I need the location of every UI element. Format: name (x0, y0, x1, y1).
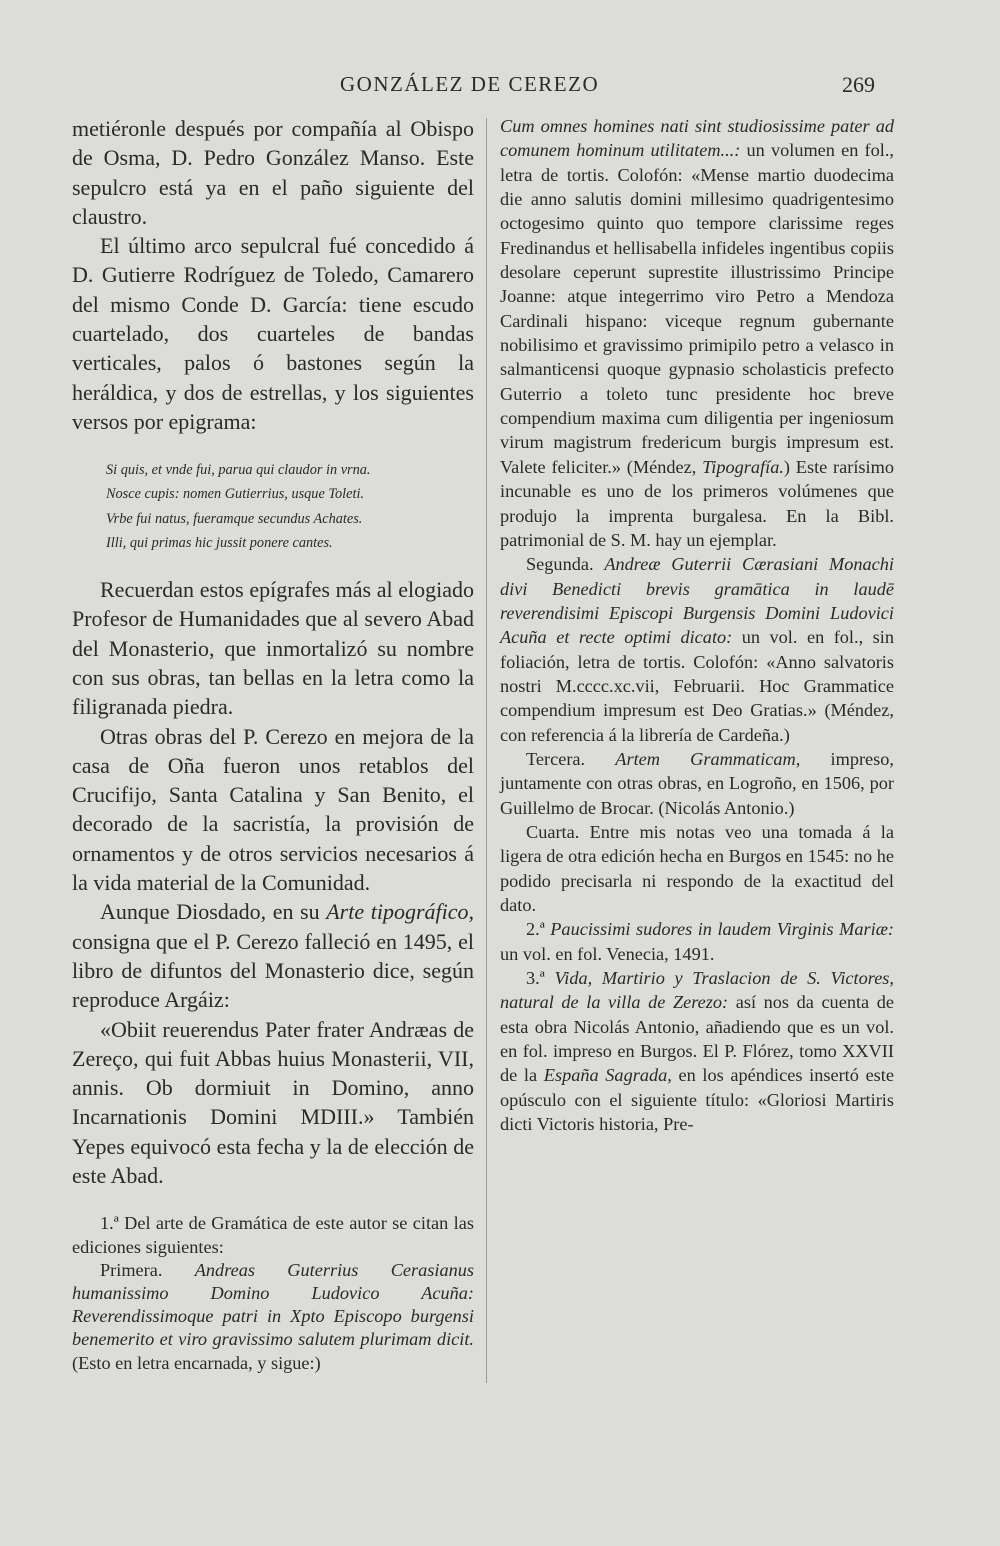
quotation: «Obiit reuerendus Pater frater Andræas de Zereço, qui fuit Abbas huius Monasterii, VII, annis. Ob dormiuit in Domino, anno Incarnationis Domini MDIII.» También Yepes equivocó esta fecha y la de elección de este Abad. (72, 1016, 474, 1189)
text-run: ) Este rarísimo incunable es uno de los primeros volúmenes que produjo la imprenta burgalesa. En la Bibl. patrimonial de S. M. hay un ejemplar. (500, 456, 894, 550)
epigram-verse (106, 458, 474, 555)
book-title: Arte tipográfico, (326, 899, 474, 925)
paragraph: Cuarta. Entre mis notas veo una tomada á la ligera de otra edición hecha en Burgos en 1545: no he podido precisarla ni respondo de la exactitud del dato. (500, 821, 894, 915)
paragraph: 1.ª Del arte de Gramática de este autor se citan las ediciones siguientes: (72, 1213, 474, 1257)
book-title: Paucissimi sudores in laudem Virginis Mariæ: (550, 919, 894, 940)
verse-line: Illi, qui primas hic jussit ponere cantes. (106, 534, 333, 551)
paragraph (72, 897, 474, 1014)
text-run: 2.ª (526, 919, 551, 940)
book-title: Cum omnes homines nati sint studiosissime pater ad comunem hominum utilitatem...: (500, 116, 894, 161)
paragraph: Otras obras del P. Cerezo en mejora de la casa de Oña fueron unos retablos del Crucifijo, Santa Catalina y San Benito, el decorado de la sacristía, la provisión de ornamentos y de otros servicios necesarios á la vida material de la Comunidad. (72, 723, 474, 896)
paragraph (500, 917, 894, 966)
paragraph: Recuerdan estos epígrafes más al elogiado Profesor de Humanidades que al severo Abad del Monasterio, que inmortalizó su nombre con sus obras, tan bellas en la letra como la filigranada piedra. (72, 577, 474, 720)
column-divider (486, 118, 487, 1383)
text-run: un volumen en fol., letra de tortis. Colofón: «Mense martio duodecima die anno salutis domini millesimo quadrigentesimo octogesimo quinto quo tempore clarissime reges Fredinandus et hellisabella infideles ingentibus copiis desolare ceperunt suprestite illustrissimo Principe Joanne: atque integerrimo viro Petro a Mendoza Cardinali hispano: viceque regnum gubernante nobilisimo et gravissimo primipilo petro a velasco in salmanticensi quoque gypnasio scholasticis prefecto Guterrio a toleto tunc presidente hoc breve compendium maxima cum diligentia per ingeniosum virum magistrum fredericum burgis impresum est. Valete feliciter.» (Méndez, (500, 140, 894, 477)
book-title: España Sagrada, (543, 1065, 672, 1086)
text-run: (Esto en letra encarnada, y sigue:) (72, 1352, 321, 1373)
text-run: Segunda. (526, 554, 605, 575)
paragraph: El último arco sepulcral fué concedido á D. Gutierre Rodríguez de Toledo, Camarero del mismo Conde D. García: tiene escudo cuartelado, dos cuarteles de bandas verticales, palos ó bastones según la heráldica, y dos de estrellas, y los siguientes versos por epigrama: (72, 233, 474, 434)
text-run: así nos da cuenta de esta obra Nicolás Antonio, añadiendo que es un vol. en fol. impreso en Burgos. El P. Flórez, tomo XXVII de la (500, 992, 894, 1086)
running-head (0, 72, 1000, 102)
left-column (72, 114, 474, 1375)
paragraph: metiéronle después por compañía al Obispo de Osma, D. Pedro González Manso. Este sepulcro está ya en el paño siguiente del claustro. (72, 116, 474, 229)
paragraph (72, 1259, 474, 1375)
verse-line: Nosce cupis: nomen Gutierrius, usque Toleti. (106, 486, 364, 503)
book-title: Artem Grammaticam, (615, 748, 801, 769)
text-run: 3.ª (526, 968, 555, 989)
paragraph (500, 552, 894, 747)
text-run: impreso, juntamente con otras obras, en Logroño, en 1506, por Guillelmo de Brocar. (Nicolás Antonio.) (500, 748, 894, 818)
book-title: Andreæ Guterrii Cærasiani Monachi divi Benedicti brevis gramātica in laudē reverendisimi Episcopi Burgensis Domini Ludovici Acuña et recte optimi dicato: (500, 554, 894, 648)
page-number: 269 (842, 72, 875, 97)
verse-line: Vrbe fui natus, fueramque secundus Achates. (106, 510, 363, 527)
paragraph (500, 747, 894, 820)
book-title: Vida, Martirio y Traslacion de S. Victores, natural de la villa de Zerezo: (500, 968, 894, 1013)
text-run: Aunque Diosdado, en su (100, 899, 327, 925)
book-title: Andreas Guterrius Cerasianus humanissimo Domino Ludovico Acuña: Reverendissimoque patri in Xpto Episcopo burgensi benemerito et viro gravissimo salutem plurimam dicit. (72, 1259, 474, 1350)
text-run: en los apéndices insertó este opúsculo con el siguiente título: «Gloriosi Martiris dicti Victoris historia, Pre- (500, 1065, 894, 1135)
text-run: Tercera. (526, 748, 616, 769)
text-run: un vol. en fol., sin foliación, letra de tortis. Colofón: «Anno salvatoris nostri M.cccc.xc.vii, Februarii. Hoc Grammatice compendium impresum est Deo Gratias.» (Méndez, con referencia á la librería de Cardeña.) (500, 627, 894, 745)
text-run: consigna que el P. Cerezo falleció en 1495, el libro de difuntos del Monasterio dice, según reproduce Argáiz: (72, 928, 474, 1013)
verse-line: Si quis, et vnde fui, parua qui claudor in vrna. (106, 462, 371, 479)
paragraph (500, 114, 894, 552)
right-column (500, 114, 894, 1136)
section-gap (72, 1190, 474, 1212)
text-run: un vol. en fol. Venecia, 1491. (500, 943, 715, 964)
text-run: Primera. (100, 1259, 195, 1280)
reference-title: Tipografía. (702, 456, 784, 477)
paragraph (500, 966, 894, 1136)
running-title: GONZÁLEZ DE CEREZO (340, 72, 600, 96)
